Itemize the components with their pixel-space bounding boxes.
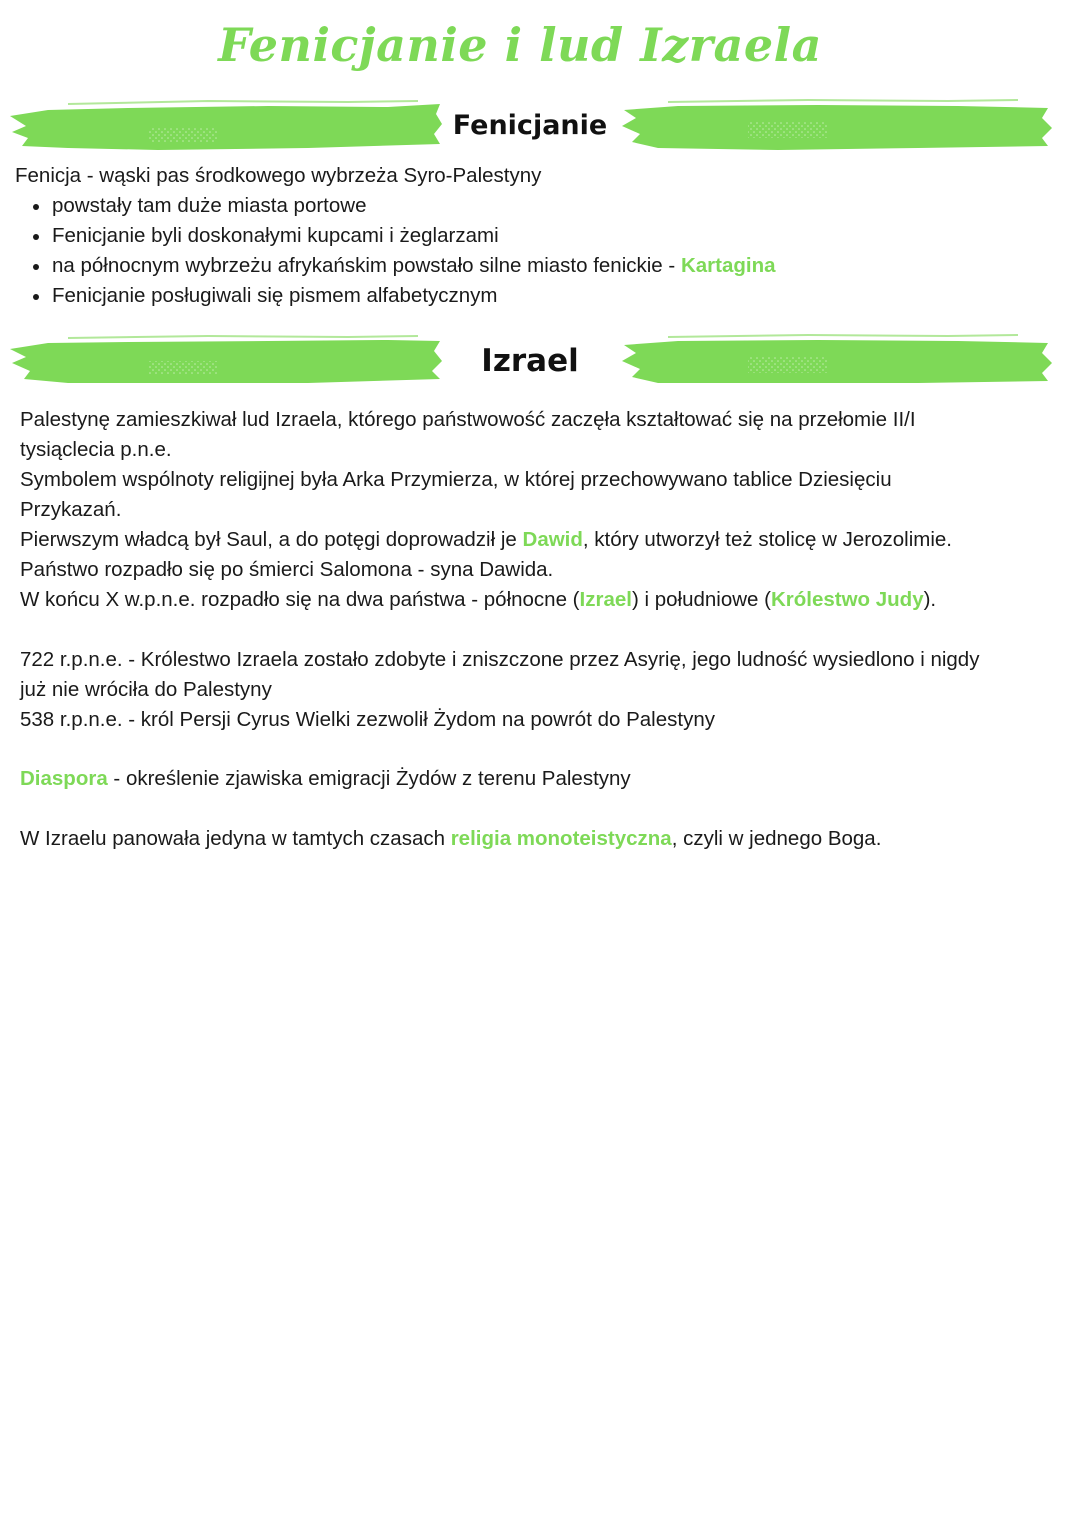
date-entry-722-cont: już nie wróciła do Palestyny — [20, 678, 272, 701]
fenicjanie-bullet-list — [30, 191, 776, 311]
keyword-krolestwo-judy: Królestwo Judy — [770, 588, 924, 611]
page-title: Fenicjanie i lud Izraela — [218, 18, 822, 72]
keyword-dawid: Dawid — [522, 528, 583, 551]
monotheism-note — [20, 824, 881, 854]
text-segment: W końcu X w.p.n.e. rozpadło się na dwa państwa - północne ( — [20, 588, 580, 611]
paragraph-line: Przykazań. — [20, 498, 122, 521]
paragraph-line: tysiąclecia p.n.e. — [20, 438, 172, 461]
text-segment: , który utworzył też stolicę w Jerozolimie. — [582, 528, 952, 551]
brush-stroke-right — [618, 98, 1054, 154]
date-entry-538: 538 r.p.n.e. - król Persji Cyrus Wielki zezwolił Żydom na powrót do Palestyny — [20, 708, 715, 731]
brush-stroke-left — [8, 98, 444, 154]
section-title-fenicjanie: Fenicjanie — [452, 110, 608, 141]
text-segment: Pierwszym władcą był Saul, a do potęgi doprowadził je — [20, 528, 523, 551]
section-header-fenicjanie — [0, 98, 1080, 154]
paragraph-line — [20, 525, 952, 555]
brush-stroke-right — [618, 333, 1054, 389]
diaspora-definition — [20, 764, 631, 794]
paragraph-line: Symbolem wspólnoty religijnej była Arka Przymierza, w której przechowywano tablice Dziesięciu — [20, 468, 892, 491]
list-item: Fenicjanie byli doskonałymi kupcami i żeglarzami — [30, 221, 776, 251]
text-segment: ). — [923, 588, 937, 611]
date-entry-722: 722 r.p.n.e. - Królestwo Izraela zostało zdobyte i zniszczone przez Asyrię, jego ludność wysiedlono i nigdy — [20, 648, 980, 671]
section-title-izrael: Izrael — [481, 343, 579, 379]
list-item — [30, 251, 776, 281]
section-header-izrael — [0, 333, 1080, 389]
keyword-diaspora: Diaspora — [20, 767, 108, 790]
brush-stroke-left — [8, 333, 444, 389]
keyword-kartagina: Kartagina — [680, 254, 776, 277]
text-segment: - określenie zjawiska emigracji Żydów z terenu Palestyny — [107, 767, 631, 790]
text-segment: , czyli w jednego Boga. — [671, 827, 882, 850]
fenicja-definition: Fenicja - wąski pas środkowego wybrzeża Syro-Palestyny — [15, 164, 542, 187]
paragraph-line: Państwo rozpadło się po śmierci Salomona - syna Dawida. — [20, 558, 554, 581]
paragraph-line: Palestynę zamieszkiwał lud Izraela, którego państwowość zaczęła kształtować się na przełomie II/I — [20, 408, 916, 431]
list-item: powstały tam duże miasta portowe — [30, 191, 776, 221]
keyword-izrael: Izrael — [579, 588, 632, 611]
paragraph-line — [20, 585, 936, 615]
list-item-text: na północnym wybrzeżu afrykańskim powstało silne miasto fenickie - — [52, 254, 681, 277]
list-item: Fenicjanie posługiwali się pismem alfabetycznym — [30, 281, 776, 311]
text-segment: ) i południowe ( — [631, 588, 771, 611]
text-segment: W Izraelu panowała jedyna w tamtych czasach — [20, 827, 451, 850]
keyword-religia-monoteistyczna: religia monoteistyczna — [450, 827, 672, 850]
